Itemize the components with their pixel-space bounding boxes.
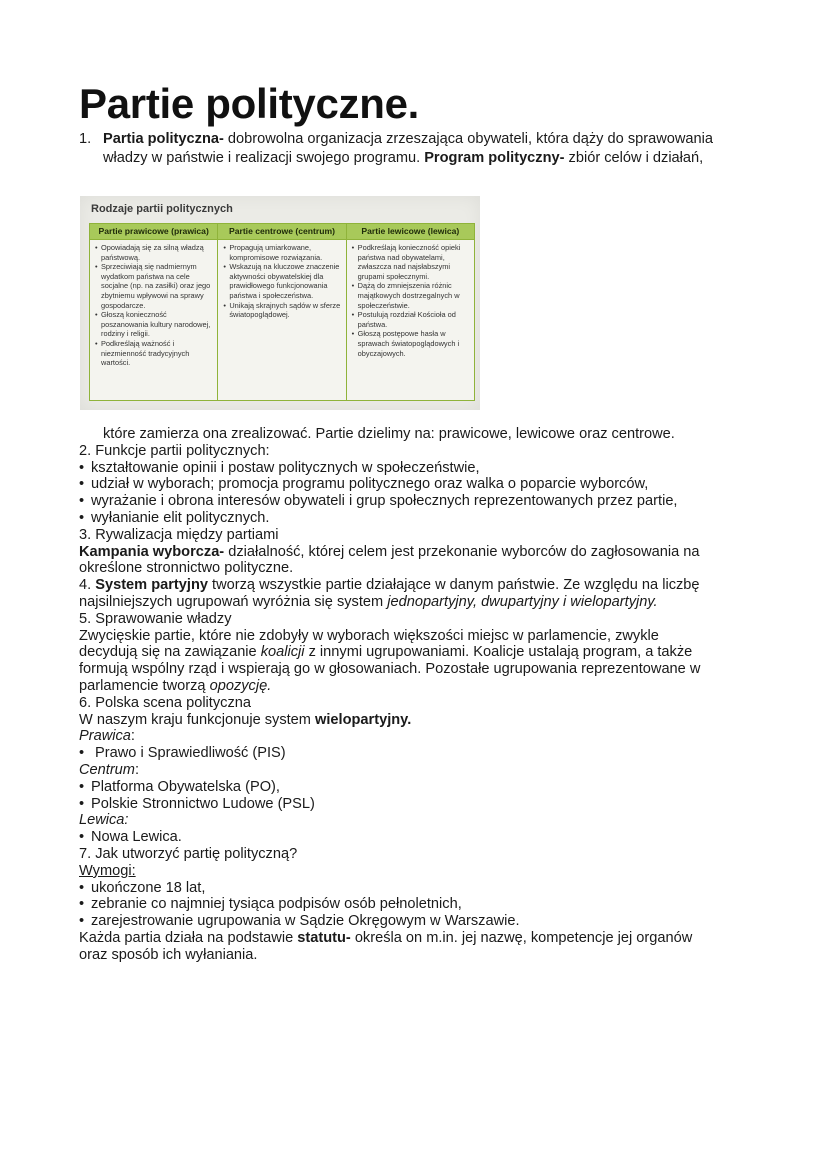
table-cell-item: • Dążą do zmniejszenia różnic majątkowych dostrzegalnych w społeczeństwie. — [352, 281, 470, 310]
text-line — [79, 930, 749, 947]
text-line: Zwycięskie partie, które nie zdobyły w wyborach większości miejsc w parlamencie, zwykle — [79, 627, 659, 644]
emphasis-text: Centrum — [79, 761, 135, 778]
subheading-right — [79, 728, 749, 745]
table-cell-item: • Głoszą postępowe hasła w sprawach światopoglądowych i obyczajowych. — [352, 329, 470, 358]
text-line: które zamierza ona zrealizować. Partie dzielimy na: prawicowe, lewicowe oraz centrowe. — [103, 426, 675, 442]
table-cell-item: • Unikają skrajnych sądów w sferze światopoglądowej. — [223, 301, 341, 320]
table-cell-item: • Sprzeciwiają się nadmiernym wydatkom państwa na cele socjalne (np. na zasiłki) oraz jego zbytniemu wpływowi na sprawy gospodarcze. — [95, 262, 213, 310]
definition-text: określa on m.in. jej nazwę, kompetencje jej organów — [350, 929, 693, 946]
text-line: określone stronnictwo polityczne. — [79, 560, 294, 577]
text-line — [79, 712, 749, 729]
bullet-item: • zarejestrowanie ugrupowania w Sądzie Okręgowym w Warszawie. — [79, 913, 749, 930]
subheading-left — [79, 812, 749, 829]
text-line — [79, 678, 749, 695]
section-heading: 6. Polska scena polityczna — [79, 694, 251, 711]
table-cell-item: • Wskazują na kluczowe znaczenie aktywności obywatelskiej dla prawidłowego funkcjonowania państwa i społeczeństwa. — [223, 262, 341, 300]
term-program: Program polityczny- — [424, 150, 565, 166]
emphasis-text: jednopartyjny, dwupartyjny i wielopartyjny. — [387, 593, 658, 610]
table-cell-item: • Głoszą konieczność poszanowania kultury narodowej, rodziny i religii. — [95, 310, 213, 339]
item-number: 1. — [79, 131, 92, 147]
definition-text: decydują się na zawiązanie — [79, 644, 261, 661]
def-partia: dobrowolna organizacja zrzeszająca obywateli, która dąży do sprawowania władzy w państwie i realizacji swojego programu. — [103, 131, 713, 166]
definition-text: parlamencie tworzą — [79, 677, 210, 694]
intro-paragraph — [79, 130, 759, 168]
bullet-item: • zebranie co najmniej tysiąca podpisów osób pełnoletnich, — [79, 896, 749, 913]
table-column-right-wing — [90, 224, 218, 400]
table-cell-item: • Propagują umiarkowane, kompromisowe rozwiązania. — [223, 243, 341, 262]
table-title: Rodzaje partii politycznych — [91, 203, 233, 215]
table-cell-item: • Podkreślają konieczność opieki państwa nad obywatelami, zwłaszcza nad najsłabszymi grupami społecznymi. — [352, 243, 470, 281]
section-heading: 7. Jak utworzyć partię polityczną? — [79, 845, 298, 862]
bullet-item: • wyłanianie elit politycznych. — [79, 510, 749, 527]
table-cell-item: • Postulują rozdział Kościoła od państwa. — [352, 310, 470, 329]
table-cell-item: • Opowiadają się za silną władzą państwową. — [95, 243, 213, 262]
document-body — [79, 426, 749, 964]
colon: : — [130, 728, 135, 745]
definition-text: Każda partia działa na podstawie — [79, 929, 298, 946]
text-line — [79, 594, 749, 611]
text-line — [79, 577, 749, 594]
item-number: 4. — [79, 577, 96, 594]
text-line — [79, 644, 749, 661]
party-types-table-image — [80, 196, 480, 410]
definition-text: najsilniejszych ugrupowań wyróżnia się system — [79, 593, 388, 610]
table-header: Partie centrowe (centrum) — [218, 224, 345, 240]
table-column-left-wing — [347, 224, 474, 400]
emphasis-text: koalicji — [260, 644, 305, 661]
table-grid — [89, 223, 475, 401]
section-heading: 5. Sprawowanie władzy — [79, 610, 232, 627]
bullet-item: • wyrażanie i obrona interesów obywateli i grup społecznych reprezentowanych przez partie, — [79, 493, 749, 510]
emphasis-text: Lewica: — [79, 812, 129, 829]
table-cell-item: • Podkreślają ważność i niezmienność tradycyjnych wartości. — [95, 339, 213, 368]
bullet-item: • ukończone 18 lat, — [79, 880, 749, 897]
bullet-item: • Platforma Obywatelska (PO), — [79, 779, 749, 796]
bullet-item: • Polskie Stronnictwo Ludowe (PSL) — [79, 796, 749, 813]
section-heading: 3. Rywalizacja między partiami — [79, 526, 279, 543]
emphasis-text: Prawica — [79, 728, 131, 745]
def-program: zbiór celów i działań, — [564, 150, 704, 166]
bullet-item: • kształtowanie opinii i postaw politycznych w społeczeństwie, — [79, 460, 749, 477]
text-line: formują wspólny rząd i wspierają go w głosowaniach. Pozostałe ugrupowania reprezentowane w — [79, 661, 701, 678]
emphasis-text: opozycję. — [209, 677, 272, 694]
bullet-item: • Nowa Lewica. — [79, 829, 749, 846]
section-heading: 2. Funkcje partii politycznych: — [79, 442, 270, 459]
colon: : — [134, 761, 140, 778]
table-header: Partie lewicowe (lewica) — [347, 224, 474, 240]
term-partia: Partia polityczna- — [103, 131, 224, 147]
bullet-item: • Prawo i Sprawiedliwość (PIS) — [79, 745, 749, 762]
bullet-item: • udział w wyborach; promocja programu politycznego oraz walka o poparcie wyborców, — [79, 476, 749, 493]
table-column-center — [218, 224, 346, 400]
table-header: Partie prawicowe (prawica) — [90, 224, 217, 240]
term-system: System partyjny — [95, 577, 208, 594]
text-line — [79, 544, 749, 561]
term-kampania: Kampania wyborcza- — [79, 543, 225, 560]
text-line: oraz sposób ich wyłaniania. — [79, 946, 258, 963]
term-wielopartyjny: wielopartyjny. — [315, 711, 412, 728]
term-statut: statutu- — [297, 929, 351, 946]
definition-text: z innymi ugrupowaniami. Koalicje ustalają program, a także — [304, 644, 693, 661]
definition-text: działalność, której celem jest przekonanie wyborców do zagłosowania na — [224, 543, 700, 560]
requirements-label: Wymogi: — [79, 862, 136, 879]
intro-text — [103, 130, 759, 168]
subheading-center — [79, 762, 749, 779]
page-title: Partie polityczne. — [79, 80, 420, 127]
definition-text: W naszym kraju funkcjonuje system — [79, 711, 316, 728]
definition-text: tworzą wszystkie partie działające w danym państwie. Ze względu na liczbę — [207, 577, 700, 594]
